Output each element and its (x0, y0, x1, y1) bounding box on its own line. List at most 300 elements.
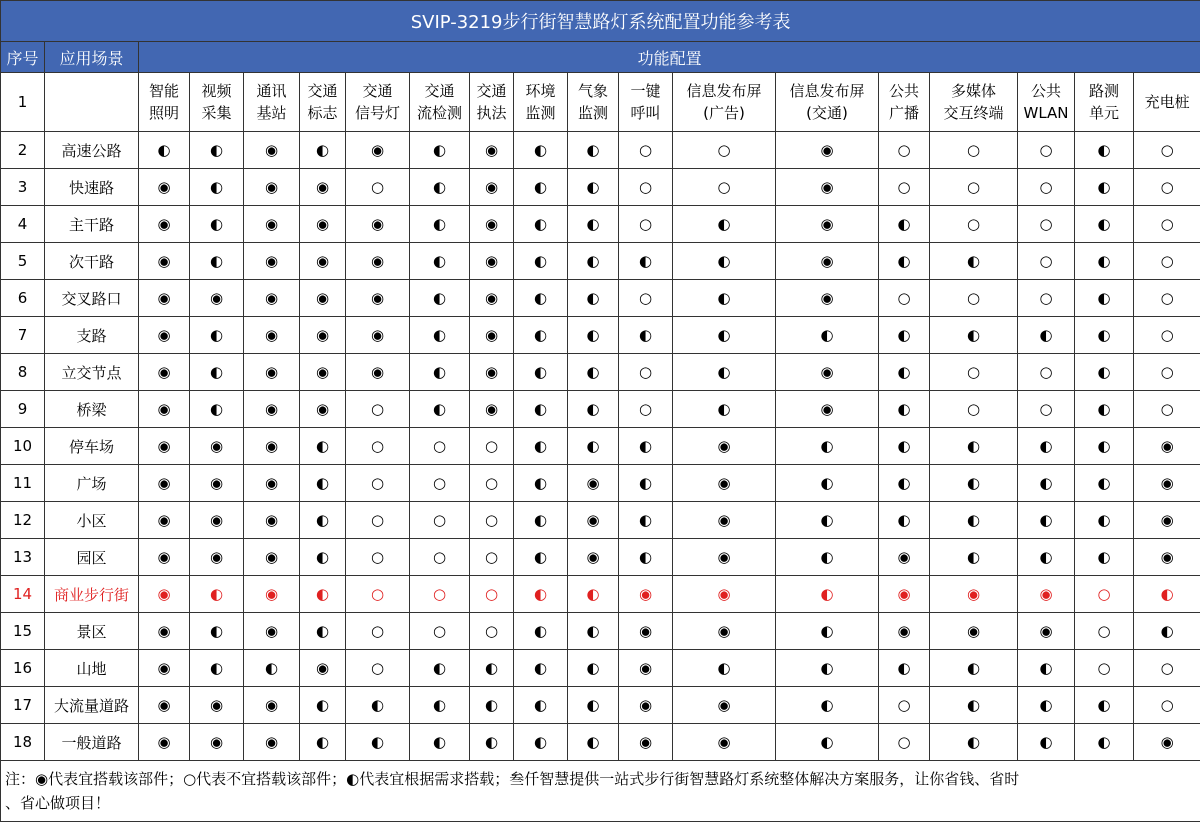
config-cell: ◉ (300, 354, 346, 391)
feature-header-16 (1134, 73, 1200, 132)
config-cell: ◉ (300, 206, 346, 243)
config-cell: ○ (470, 539, 514, 576)
feature-label-part: 交通 (346, 80, 409, 102)
config-cell: ◐ (514, 465, 568, 502)
config-cell: ◉ (776, 132, 879, 169)
config-cell: ◉ (930, 576, 1018, 613)
feature-header-4 (346, 73, 410, 132)
config-cell: ◐ (470, 724, 514, 761)
feature-label-part: 视频 (190, 80, 243, 102)
config-cell: ◐ (568, 724, 619, 761)
config-cell: ◉ (470, 391, 514, 428)
config-cell: ◐ (776, 650, 879, 687)
config-cell: ○ (1134, 169, 1200, 206)
feature-label-part: 一键 (619, 80, 672, 102)
feature-label-part: 呼叫 (619, 102, 672, 124)
feature-row-scene (45, 73, 139, 132)
config-cell: ◐ (410, 687, 470, 724)
config-cell: ◐ (673, 243, 776, 280)
feature-label-part: (广告) (673, 102, 775, 124)
feature-header-1 (190, 73, 244, 132)
config-cell: ◉ (300, 650, 346, 687)
config-cell: ◐ (514, 724, 568, 761)
feature-header-13 (930, 73, 1018, 132)
config-cell: ◉ (139, 391, 190, 428)
feature-header-2 (244, 73, 300, 132)
config-cell: ◉ (300, 280, 346, 317)
table-row (1, 613, 1200, 650)
config-cell: ◐ (776, 724, 879, 761)
config-cell: ◉ (244, 354, 300, 391)
feature-label-part: 公共 (879, 80, 929, 102)
feature-label-part: 基站 (244, 102, 299, 124)
config-cell: ◐ (300, 724, 346, 761)
config-cell: ◉ (190, 724, 244, 761)
row-index: 5 (1, 243, 45, 280)
config-cell: ◉ (776, 280, 879, 317)
config-cell: ○ (346, 539, 410, 576)
feature-label-part: 信息发布屏 (776, 80, 878, 102)
config-cell: ○ (346, 428, 410, 465)
config-cell: ◐ (776, 502, 879, 539)
config-cell: ◐ (568, 317, 619, 354)
config-cell: ◉ (346, 280, 410, 317)
config-cell: ◉ (619, 687, 673, 724)
config-cell: ○ (879, 169, 930, 206)
config-cell: ◐ (568, 428, 619, 465)
config-cell: ◐ (673, 206, 776, 243)
config-cell: ◉ (673, 613, 776, 650)
table-row (1, 724, 1200, 761)
config-cell: ◐ (879, 243, 930, 280)
config-cell: ○ (410, 465, 470, 502)
config-cell: ○ (1134, 243, 1200, 280)
config-cell: ◉ (139, 465, 190, 502)
config-cell: ◐ (930, 650, 1018, 687)
config-cell: ○ (346, 650, 410, 687)
config-cell: ◐ (410, 354, 470, 391)
config-cell: ○ (1075, 650, 1134, 687)
config-cell: ◐ (568, 650, 619, 687)
config-cell: ◐ (1075, 317, 1134, 354)
config-cell: ◉ (244, 576, 300, 613)
config-cell: ◐ (300, 132, 346, 169)
config-cell: ◐ (1075, 206, 1134, 243)
config-cell: ◉ (673, 687, 776, 724)
table-row (1, 169, 1200, 206)
config-cell: ○ (1134, 132, 1200, 169)
config-cell: ◐ (410, 132, 470, 169)
feature-label-part: 交通 (300, 80, 345, 102)
config-cell: ◐ (514, 354, 568, 391)
config-cell: ◐ (568, 280, 619, 317)
config-cell: ○ (619, 206, 673, 243)
config-cell: ◐ (1075, 354, 1134, 391)
config-cell: ◐ (514, 317, 568, 354)
config-cell: ◐ (619, 539, 673, 576)
feature-label-part: 环境 (514, 80, 567, 102)
config-cell: ◐ (879, 428, 930, 465)
config-cell: ◉ (190, 465, 244, 502)
feature-label-part: 信号灯 (346, 102, 409, 124)
config-cell: ◉ (619, 724, 673, 761)
config-cell: ○ (1018, 243, 1075, 280)
config-cell: ◐ (300, 428, 346, 465)
feature-header-12 (879, 73, 930, 132)
config-cell: ◐ (568, 169, 619, 206)
config-cell: ○ (879, 724, 930, 761)
row-scene: 立交节点 (45, 354, 139, 391)
config-cell: ◐ (190, 169, 244, 206)
config-cell: ◐ (568, 243, 619, 280)
config-cell: ○ (1134, 650, 1200, 687)
config-cell: ◉ (1134, 465, 1200, 502)
row-scene: 桥梁 (45, 391, 139, 428)
row-scene: 主干路 (45, 206, 139, 243)
row-index: 15 (1, 613, 45, 650)
config-cell: ◐ (1134, 576, 1200, 613)
config-cell: ◐ (776, 539, 879, 576)
config-cell: ◐ (879, 650, 930, 687)
config-cell: ◉ (346, 354, 410, 391)
config-cell: ◐ (619, 243, 673, 280)
config-cell: ◉ (244, 539, 300, 576)
feature-label-part: 多媒体 (930, 80, 1017, 102)
row-scene: 大流量道路 (45, 687, 139, 724)
config-cell: ◉ (470, 169, 514, 206)
config-cell: ◉ (139, 169, 190, 206)
config-cell: ◐ (1075, 169, 1134, 206)
config-cell: ○ (470, 576, 514, 613)
config-cell: ◉ (1018, 576, 1075, 613)
row-scene: 停车场 (45, 428, 139, 465)
row-scene: 高速公路 (45, 132, 139, 169)
config-cell: ◐ (568, 354, 619, 391)
config-cell: ○ (1134, 280, 1200, 317)
config-cell: ◉ (879, 576, 930, 613)
row-scene: 次干路 (45, 243, 139, 280)
table-row (1, 391, 1200, 428)
config-cell: ◐ (1075, 280, 1134, 317)
config-cell: ◐ (930, 465, 1018, 502)
table-row (1, 502, 1200, 539)
config-cell: ○ (930, 280, 1018, 317)
feature-label-part: (交通) (776, 102, 878, 124)
row-index: 3 (1, 169, 45, 206)
config-cell: ○ (1018, 169, 1075, 206)
row-index: 11 (1, 465, 45, 502)
row-index: 6 (1, 280, 45, 317)
config-cell: ◐ (300, 502, 346, 539)
config-cell: ◐ (1075, 391, 1134, 428)
feature-label-part: 交通 (410, 80, 469, 102)
row-scene: 快速路 (45, 169, 139, 206)
config-cell: ◉ (1134, 724, 1200, 761)
config-cell: ○ (673, 169, 776, 206)
config-cell: ◉ (346, 132, 410, 169)
config-cell: ◉ (470, 243, 514, 280)
config-cell: ◉ (1134, 428, 1200, 465)
table-row (1, 650, 1200, 687)
config-cell: ◉ (139, 428, 190, 465)
config-cell: ◉ (244, 169, 300, 206)
header-functions: 功能配置 (139, 42, 1200, 73)
config-cell: ◐ (568, 613, 619, 650)
row-scene: 商业步行街 (45, 576, 139, 613)
config-cell: ◐ (300, 576, 346, 613)
config-cell: ◐ (410, 650, 470, 687)
config-cell: ◐ (190, 243, 244, 280)
row-index: 7 (1, 317, 45, 354)
feature-label-part: 信息发布屏 (673, 80, 775, 102)
config-cell: ◐ (514, 539, 568, 576)
config-cell: ○ (346, 169, 410, 206)
config-cell: ◐ (190, 132, 244, 169)
config-cell: ◉ (568, 465, 619, 502)
config-cell: ◐ (673, 280, 776, 317)
config-cell: ◉ (568, 502, 619, 539)
config-cell: ○ (673, 132, 776, 169)
config-cell: ◐ (930, 243, 1018, 280)
config-cell: ◐ (410, 206, 470, 243)
row-scene: 支路 (45, 317, 139, 354)
config-cell: ○ (1018, 206, 1075, 243)
row-index: 18 (1, 724, 45, 761)
config-cell: ◐ (300, 539, 346, 576)
config-cell: ◐ (514, 502, 568, 539)
config-cell: ◐ (300, 465, 346, 502)
config-cell: ◉ (619, 613, 673, 650)
config-cell: ◉ (190, 428, 244, 465)
config-cell: ◉ (244, 243, 300, 280)
row-index: 14 (1, 576, 45, 613)
config-cell: ○ (1134, 354, 1200, 391)
feature-label-part: 交通 (470, 80, 513, 102)
table-row (1, 206, 1200, 243)
config-cell: ◐ (514, 391, 568, 428)
config-cell: ○ (1075, 613, 1134, 650)
row-scene: 广场 (45, 465, 139, 502)
config-cell: ◐ (410, 280, 470, 317)
row-index: 16 (1, 650, 45, 687)
config-cell: ◐ (568, 687, 619, 724)
config-cell: ◐ (190, 391, 244, 428)
config-cell: ◉ (244, 687, 300, 724)
row-index: 4 (1, 206, 45, 243)
config-cell: ◐ (879, 354, 930, 391)
config-cell: ○ (470, 465, 514, 502)
config-cell: ○ (1134, 687, 1200, 724)
config-cell: ◐ (514, 243, 568, 280)
config-cell: ◉ (139, 206, 190, 243)
config-cell: ○ (346, 613, 410, 650)
table-title: SVIP-3219步行街智慧路灯系统配置功能参考表 (1, 1, 1200, 42)
config-cell: ◉ (244, 206, 300, 243)
config-cell: ◐ (930, 428, 1018, 465)
config-cell: ◐ (1018, 724, 1075, 761)
feature-label-part: 标志 (300, 102, 345, 124)
config-cell: ◉ (190, 280, 244, 317)
config-cell: ◉ (190, 687, 244, 724)
config-cell: ◐ (930, 317, 1018, 354)
config-cell: ◐ (568, 206, 619, 243)
config-cell: ◐ (1134, 613, 1200, 650)
config-cell: ◐ (1018, 650, 1075, 687)
config-cell: ◉ (1134, 539, 1200, 576)
config-cell: ○ (879, 687, 930, 724)
config-cell: ○ (410, 576, 470, 613)
config-cell: ◉ (776, 169, 879, 206)
config-cell: ◐ (410, 391, 470, 428)
config-cell: ◉ (470, 354, 514, 391)
table-row (1, 428, 1200, 465)
feature-label-part: 单元 (1075, 102, 1133, 124)
config-cell: ○ (470, 428, 514, 465)
config-cell: ◉ (568, 539, 619, 576)
config-cell: ◐ (568, 391, 619, 428)
row-scene: 一般道路 (45, 724, 139, 761)
feature-row-index: 1 (1, 73, 45, 132)
config-cell: ◉ (1134, 502, 1200, 539)
feature-header-5 (410, 73, 470, 132)
config-cell: ◐ (619, 317, 673, 354)
config-cell: ◐ (244, 650, 300, 687)
config-cell: ○ (470, 502, 514, 539)
table-row (1, 243, 1200, 280)
config-cell: ◐ (673, 650, 776, 687)
config-cell: ◉ (673, 576, 776, 613)
config-cell: ◐ (514, 613, 568, 650)
config-cell: ◉ (470, 132, 514, 169)
config-cell: ◐ (514, 650, 568, 687)
config-cell: ◐ (1018, 317, 1075, 354)
header-scene: 应用场景 (45, 42, 139, 73)
config-cell: ◐ (190, 576, 244, 613)
config-cell: ◉ (879, 539, 930, 576)
config-cell: ◐ (190, 354, 244, 391)
config-cell: ◐ (930, 539, 1018, 576)
config-cell: ◐ (514, 280, 568, 317)
config-cell: ◉ (139, 280, 190, 317)
row-scene: 园区 (45, 539, 139, 576)
config-cell: ○ (1134, 317, 1200, 354)
config-cell: ◐ (139, 132, 190, 169)
config-cell: ◉ (300, 317, 346, 354)
config-cell: ○ (619, 280, 673, 317)
config-cell: ◉ (673, 428, 776, 465)
feature-label-part: 流检测 (410, 102, 469, 124)
config-cell: ◉ (619, 576, 673, 613)
config-cell: ◐ (300, 613, 346, 650)
footnote (1, 761, 1200, 822)
config-cell: ○ (346, 391, 410, 428)
config-cell: ◉ (244, 465, 300, 502)
config-cell: ◐ (776, 576, 879, 613)
config-cell: ◐ (568, 132, 619, 169)
feature-header-8 (568, 73, 619, 132)
config-cell: ○ (1018, 354, 1075, 391)
table-row (1, 280, 1200, 317)
config-cell: ◐ (514, 428, 568, 465)
config-cell: ◐ (1075, 687, 1134, 724)
config-cell: ◐ (1075, 428, 1134, 465)
config-cell: ◐ (673, 354, 776, 391)
config-cell: ◉ (139, 354, 190, 391)
config-cell: ◐ (930, 687, 1018, 724)
feature-label-part: 监测 (514, 102, 567, 124)
config-cell: ○ (410, 613, 470, 650)
feature-label-part: 采集 (190, 102, 243, 124)
feature-label-part: 执法 (470, 102, 513, 124)
feature-label-part: 广播 (879, 102, 929, 124)
config-cell: ◐ (879, 502, 930, 539)
config-cell: ◐ (470, 687, 514, 724)
config-cell: ◐ (879, 206, 930, 243)
config-cell: ◉ (139, 724, 190, 761)
config-cell: ◐ (776, 687, 879, 724)
config-cell: ○ (346, 502, 410, 539)
config-cell: ◉ (470, 280, 514, 317)
config-cell: ◐ (1075, 132, 1134, 169)
config-cell: ◉ (139, 243, 190, 280)
config-cell: ◐ (190, 613, 244, 650)
table-row (1, 576, 1200, 613)
config-cell: ◉ (673, 539, 776, 576)
config-cell: ◐ (619, 502, 673, 539)
config-cell: ◐ (673, 391, 776, 428)
config-cell: ◉ (139, 317, 190, 354)
config-cell: ◐ (673, 317, 776, 354)
row-index: 9 (1, 391, 45, 428)
config-cell: ○ (346, 576, 410, 613)
config-cell: ○ (619, 354, 673, 391)
config-cell: ◉ (244, 132, 300, 169)
config-cell: ◐ (879, 465, 930, 502)
config-cell: ◐ (470, 650, 514, 687)
config-cell: ○ (1018, 391, 1075, 428)
table-row (1, 317, 1200, 354)
row-scene: 山地 (45, 650, 139, 687)
feature-label-part: 公共 (1018, 80, 1074, 102)
config-cell: ◐ (1018, 428, 1075, 465)
table-row (1, 354, 1200, 391)
feature-header-3 (300, 73, 346, 132)
table-row (1, 465, 1200, 502)
config-cell: ○ (1018, 280, 1075, 317)
config-cell: ○ (1134, 391, 1200, 428)
config-cell: ◐ (1075, 502, 1134, 539)
config-cell: ◉ (139, 539, 190, 576)
feature-label-part: WLAN (1018, 102, 1074, 124)
config-cell: ◐ (1018, 502, 1075, 539)
config-cell: ○ (1134, 206, 1200, 243)
footnote-line-1: 注：◉代表宜搭载该部件；○代表不宜搭载该部件；◐代表宜根据需求搭载；叁仟智慧提供一站式步行街智慧路灯系统整体解决方案服务，让你省钱、省时 (5, 767, 1196, 791)
feature-header-10 (673, 73, 776, 132)
feature-label-part: 通讯 (244, 80, 299, 102)
config-cell: ◉ (190, 539, 244, 576)
row-scene: 交叉路口 (45, 280, 139, 317)
config-cell: ◐ (190, 206, 244, 243)
config-cell: ○ (410, 428, 470, 465)
config-cell: ◉ (673, 465, 776, 502)
config-cell: ◐ (879, 391, 930, 428)
config-cell: ◐ (776, 317, 879, 354)
config-cell: ○ (1018, 132, 1075, 169)
table-row (1, 132, 1200, 169)
config-cell: ◉ (673, 502, 776, 539)
feature-label-part: 照明 (139, 102, 189, 124)
feature-label-part: 气象 (568, 80, 618, 102)
